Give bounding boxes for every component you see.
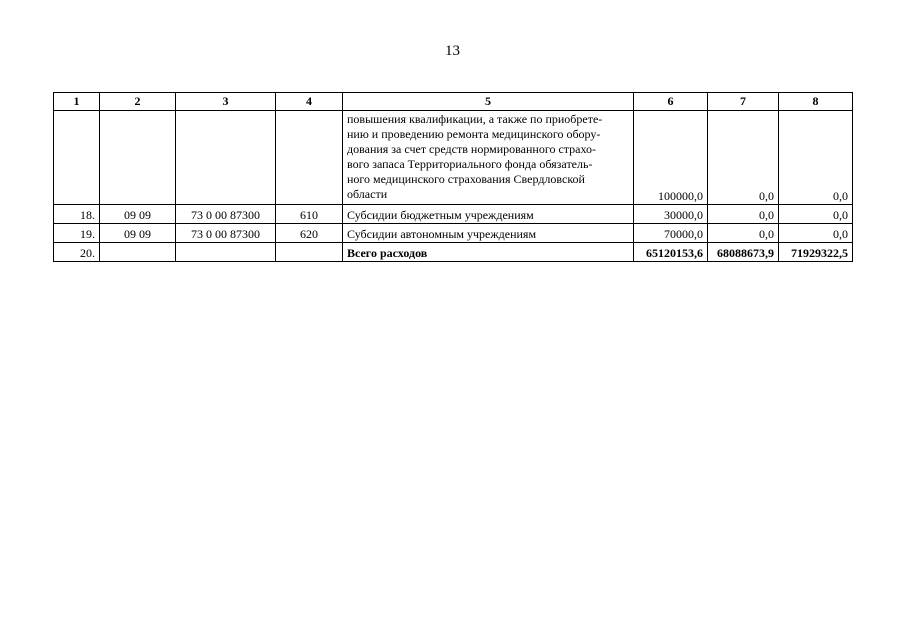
budget-table bbox=[53, 92, 853, 262]
header-col-1: 1 bbox=[54, 93, 100, 111]
cell-amount-col8: 0,0 bbox=[779, 205, 853, 224]
cell-amount-col6: 70000,0 bbox=[634, 224, 708, 243]
cell-description: Всего расходов bbox=[343, 243, 634, 262]
cell-num: 20. bbox=[54, 243, 100, 262]
header-col-7: 7 bbox=[708, 93, 779, 111]
page-number: 13 bbox=[445, 43, 460, 59]
header-col-8: 8 bbox=[779, 93, 853, 111]
cell-expense-type bbox=[276, 111, 343, 205]
header-col-6: 6 bbox=[634, 93, 708, 111]
header-row bbox=[54, 93, 853, 111]
cell-description: Субсидии автономным учреждениям bbox=[343, 224, 634, 243]
cell-section bbox=[100, 111, 176, 205]
header-col-3: 3 bbox=[176, 93, 276, 111]
cell-expense-type: 620 bbox=[276, 224, 343, 243]
cell-expense-type bbox=[276, 243, 343, 262]
header-col-2: 2 bbox=[100, 93, 176, 111]
cell-expense-type: 610 bbox=[276, 205, 343, 224]
cell-amount-col7: 68088673,9 bbox=[708, 243, 779, 262]
table-row-total bbox=[54, 243, 853, 262]
cell-target bbox=[176, 243, 276, 262]
cell-description: Субсидии бюджетным учреждениям bbox=[343, 205, 634, 224]
cell-amount-col6: 65120153,6 bbox=[634, 243, 708, 262]
cell-amount-col8: 71929322,5 bbox=[779, 243, 853, 262]
cell-amount-col6: 30000,0 bbox=[634, 205, 708, 224]
cell-amount-col7: 0,0 bbox=[708, 111, 779, 205]
cell-amount-col8: 0,0 bbox=[779, 224, 853, 243]
cell-num: 18. bbox=[54, 205, 100, 224]
cell-description: повышения квалификации, а также по приобрете- нию и проведению ремонта медицинского обору- дования за счет средств нормированного страхо- вого запаса Территориального фонда обязатель- ного медицинского страхования Свердловской области bbox=[343, 111, 634, 205]
cell-num: 19. bbox=[54, 224, 100, 243]
cell-target: 73 0 00 87300 bbox=[176, 205, 276, 224]
table-row bbox=[54, 205, 853, 224]
cell-section: 09 09 bbox=[100, 224, 176, 243]
table-row-continuation bbox=[54, 111, 853, 205]
header-col-5: 5 bbox=[343, 93, 634, 111]
cell-section bbox=[100, 243, 176, 262]
cell-amount-col6: 100000,0 bbox=[634, 111, 708, 205]
cell-target: 73 0 00 87300 bbox=[176, 224, 276, 243]
cell-target bbox=[176, 111, 276, 205]
table-row bbox=[54, 224, 853, 243]
cell-amount-col7: 0,0 bbox=[708, 224, 779, 243]
cell-amount-col7: 0,0 bbox=[708, 205, 779, 224]
cell-amount-col8: 0,0 bbox=[779, 111, 853, 205]
header-col-4: 4 bbox=[276, 93, 343, 111]
cell-num bbox=[54, 111, 100, 205]
cell-section: 09 09 bbox=[100, 205, 176, 224]
